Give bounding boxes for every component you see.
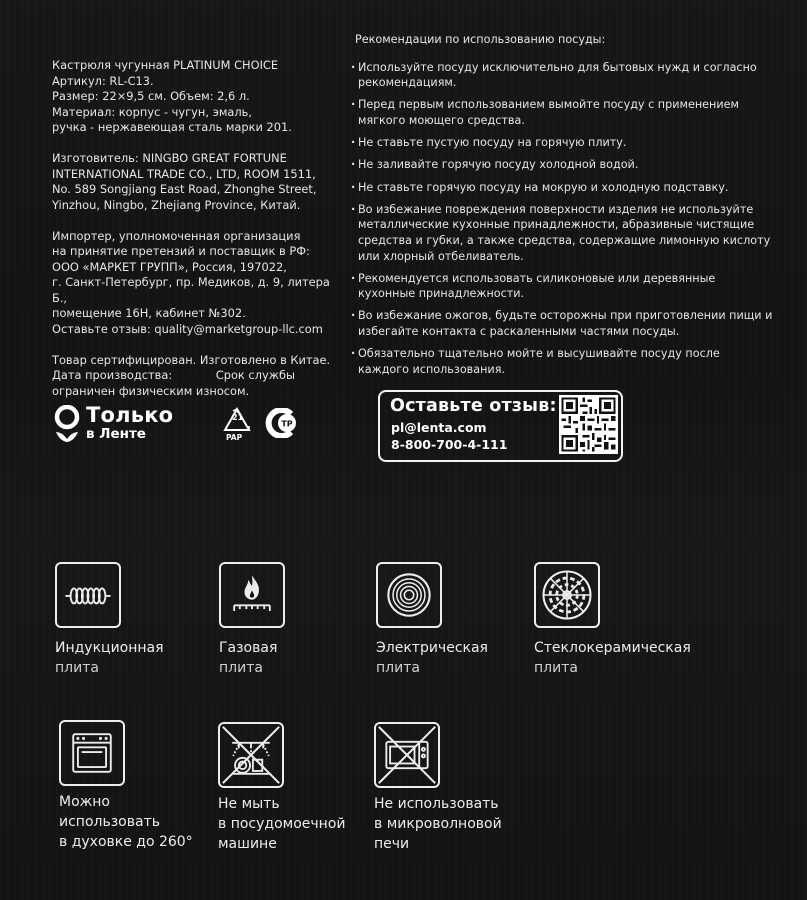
recommendations-list <box>353 60 773 378</box>
label-line: Можно <box>59 794 110 810</box>
list-item: · Используйте посуду исключительно для бытовых нужд и согласно рекомендациям. <box>353 60 773 91</box>
list-item: · Рекомендуется использовать силиконовые или деревянные кухонные принадлежности. <box>353 271 773 302</box>
brand-line-2: в Ленте <box>86 426 146 442</box>
label-line: Газовая <box>219 640 278 656</box>
product-material-handle: ручка - нержавеющая сталь марки 201. <box>52 120 292 134</box>
list-item: · Не заливайте горячую посуду холодной водой. <box>353 157 773 173</box>
no-microwave-label <box>374 794 502 854</box>
list-item: · Во избежание ожогов, будьте осторожны при приготовлении пищи и избегайте контакта с раскаленными частями посуды. <box>353 308 773 339</box>
electric-label <box>376 638 488 678</box>
certification-info <box>52 353 342 400</box>
label-line: плита <box>55 660 99 676</box>
list-item: · Не ставьте пустую посуду на горячую плиту. <box>353 135 773 151</box>
label-line: Электрическая <box>376 640 488 656</box>
importer-line: на принятие претензий и поставщик в РФ: <box>52 244 310 258</box>
no-dishwasher-label <box>218 794 345 854</box>
gas-icon <box>219 562 285 628</box>
label-line: в посудомоечной <box>218 816 346 832</box>
gas-label <box>219 638 277 678</box>
review-phone[interactable]: 8-800-700-4-111 <box>391 437 508 452</box>
lenta-logo-icon <box>52 405 82 443</box>
manufacturer-line: INTERNATIONAL TRADE CO., LTD, ROOM 1511, <box>52 166 316 181</box>
list-item: · Перед первым использованием вымойте посуду с применением мягкого моющего средства. <box>353 97 773 128</box>
label-line: Стеклокерамическая <box>534 640 691 656</box>
service-life-label: Срок службы <box>215 368 295 382</box>
label-line: в микроволновой <box>374 816 502 832</box>
oven-label <box>59 792 193 852</box>
manufacturer-line: No. 589 Songjiang East Road, Zhonghe Street, <box>52 182 317 196</box>
oven-icon <box>59 720 125 786</box>
production-date-label: Дата производства: <box>52 368 173 382</box>
product-info <box>52 58 342 399</box>
product-name: Кастрюля чугунная PLATINUM CHOICE <box>52 58 279 72</box>
qr-code-icon[interactable] <box>559 395 618 454</box>
product-size: Размер: 22×9,5 см. Объем: 2,6 л. <box>52 89 250 103</box>
manufacturer-info <box>52 151 342 213</box>
importer-feedback: Оставьте отзыв: quality@marketgroup-llc.com <box>52 321 323 336</box>
review-title: Оставьте отзыв: <box>390 396 557 416</box>
importer-line: г. Санкт-Петербург, пр. Медиков, д. 9, литера Б., <box>52 275 330 305</box>
certification-line: ограничен физическим износом. <box>52 383 250 398</box>
label-line: использовать <box>59 814 160 830</box>
review-email[interactable]: pl@lenta.com <box>391 420 487 435</box>
importer-line: помещение 16Н, кабинет №302. <box>52 306 246 320</box>
recommendations-title: Рекомендации по использованию посуды: <box>355 33 606 46</box>
label-line: в духовке до 260° <box>59 834 193 850</box>
importer-line: ООО «МАРКЕТ ГРУПП», Россия, 197022, <box>52 259 287 274</box>
recycle-label: PAP <box>226 433 243 442</box>
label-line: плита <box>534 660 578 676</box>
glass-ceramic-label <box>534 638 691 678</box>
glass-ceramic-icon <box>534 562 600 628</box>
product-material: Материал: корпус - чугун, эмаль, <box>52 104 253 119</box>
label-line: Не мыть <box>218 796 280 812</box>
induction-label <box>55 638 164 678</box>
electric-icon <box>376 562 442 628</box>
label-line: машине <box>218 836 277 852</box>
product-specs <box>52 58 342 136</box>
recommendations <box>353 32 773 384</box>
induction-icon <box>55 562 121 628</box>
label-line: плита <box>219 660 263 676</box>
certification-line: Товар сертифицирован. Изготовлено в Китае. <box>52 352 331 367</box>
brand-line-1: Только <box>86 403 174 427</box>
manufacturer-line: Изготовитель: NINGBO GREAT FORTUNE <box>52 151 287 165</box>
product-article: Артикул: RL-C13. <box>52 73 154 88</box>
no-dishwasher-icon <box>218 722 284 788</box>
label-line: Индукционная <box>55 640 164 656</box>
label-line: плита <box>376 660 420 676</box>
svg-text:ТР: ТР <box>281 419 293 429</box>
pct-certification-icon <box>263 408 299 438</box>
date-row <box>52 368 295 384</box>
importer-line: Импортер, уполномоченная организация <box>52 228 301 243</box>
list-item: · Не ставьте горячую посуду на мокрую и холодную подставку. <box>353 180 773 196</box>
importer-info <box>52 229 342 338</box>
list-item: · Во избежание повреждения поверхности изделия не используйте металлические кухонные принадлежности, абразивные чистящие средства и губки, а также средства, содержащие лимонную кислоту или хлорный отбеливатель. <box>353 202 773 264</box>
label-line: Не использовать <box>374 796 499 812</box>
no-microwave-icon <box>374 722 440 788</box>
list-item: · Обязательно тщательно мойте и высушивайте посуду после каждого использования. <box>353 346 773 377</box>
recycle-number: 21 <box>232 413 244 422</box>
manufacturer-line: Yinzhou, Ningbo, Zhejiang Province, Китай. <box>52 197 301 212</box>
label-line: печи <box>374 836 410 852</box>
